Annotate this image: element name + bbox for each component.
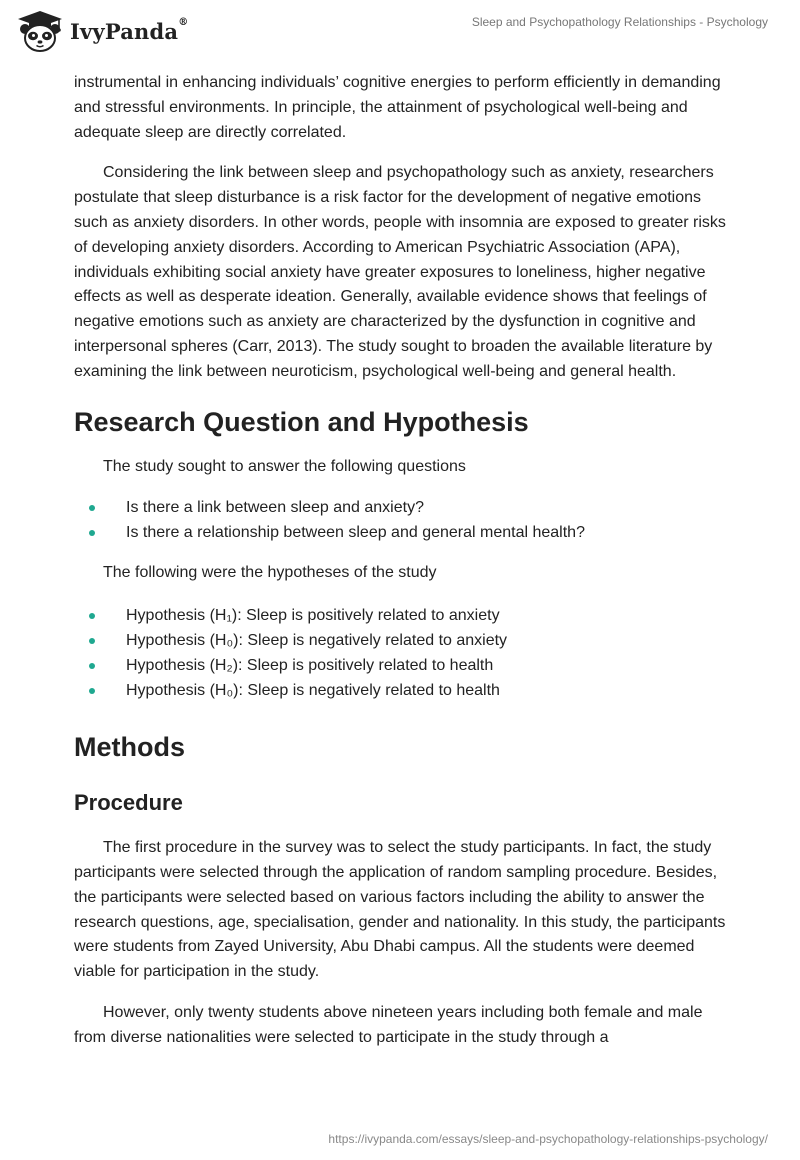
bullet-icon (89, 663, 95, 669)
bullet-icon (89, 688, 95, 694)
article-body (74, 71, 734, 1051)
list-item: Is there a relationship between sleep and general mental health? (74, 520, 734, 545)
bullet-icon (89, 613, 95, 619)
paragraph: Considering the link between sleep and psychopathology such as anxiety, researchers postulate that sleep disturbance is a risk factor for the development of negative emotions such as anxiety disorders. In other words, people with insomnia are exposed to greater risks of developing anxiety disorders. According to American Psychiatric Association (APA), individuals exhibiting social anxiety have greater exposures to loneliness, higher negative effects as well as desperate ideation. Generally, available evidence shows that feelings of negative emotions such as anxiety are characterized by the dysfunction in cognitive and interpersonal spheres (Carr, 2013). The study sought to broaden the available literature by examining the link between neuroticism, psychological well-being and general health. (74, 164, 726, 380)
questions-list (74, 495, 734, 545)
brand-name: IvyPanda® (70, 16, 189, 44)
list-item: Hypothesis (H₀): Sleep is negatively related to health (74, 678, 734, 703)
hypotheses-intro: The following were the hypotheses of the study (103, 564, 437, 582)
list-item: Is there a link between sleep and anxiety? (74, 495, 734, 520)
bullet-icon (89, 530, 95, 536)
list-item: Hypothesis (H₀): Sleep is negatively related to anxiety (74, 628, 734, 653)
footer-url-link[interactable]: https://ivypanda.com/essays/sleep-and-psychopathology-relationships-psychology/ (328, 1132, 768, 1146)
paragraph: instrumental in enhancing individuals’ cognitive energies to perform efficiently in demanding and stressful environments. In principle, the attainment of psychological well-being and adequate sleep are directly correlated. (74, 74, 721, 141)
trademark-symbol: ® (178, 16, 189, 28)
section-heading-methods: Methods (74, 732, 185, 763)
panda-logo-icon (16, 9, 64, 53)
document-title: Sleep and Psychopathology Relationships - Psychology (471, 15, 768, 29)
page-header (0, 0, 800, 70)
list-item: Hypothesis (H₂): Sleep is positively related to health (74, 653, 734, 678)
logo[interactable] (16, 9, 188, 53)
questions-intro: The study sought to answer the following questions (103, 457, 466, 475)
bullet-icon (89, 505, 95, 511)
paragraph: The first procedure in the survey was to select the study participants. In fact, the study participants were selected through the application of random sampling procedure. Besides, the participants were selected based on various factors including the ability to answer the research questions, age, specialisation, gender and nationality. In this study, the participants were students from Zayed University, Abu Dhabi campus. All the students were deemed viable for participation in the study. (74, 839, 726, 981)
hypotheses-list (74, 603, 734, 703)
paragraph: However, only twenty students above nineteen years including both female and male from diverse nationalities were selected to participate in the study through a (74, 1003, 703, 1046)
list-item: Hypothesis (H₁): Sleep is positively related to anxiety (74, 603, 734, 628)
bullet-icon (89, 638, 95, 644)
section-heading-research: Research Question and Hypothesis (74, 406, 529, 437)
subsection-heading-procedure: Procedure (74, 790, 183, 816)
